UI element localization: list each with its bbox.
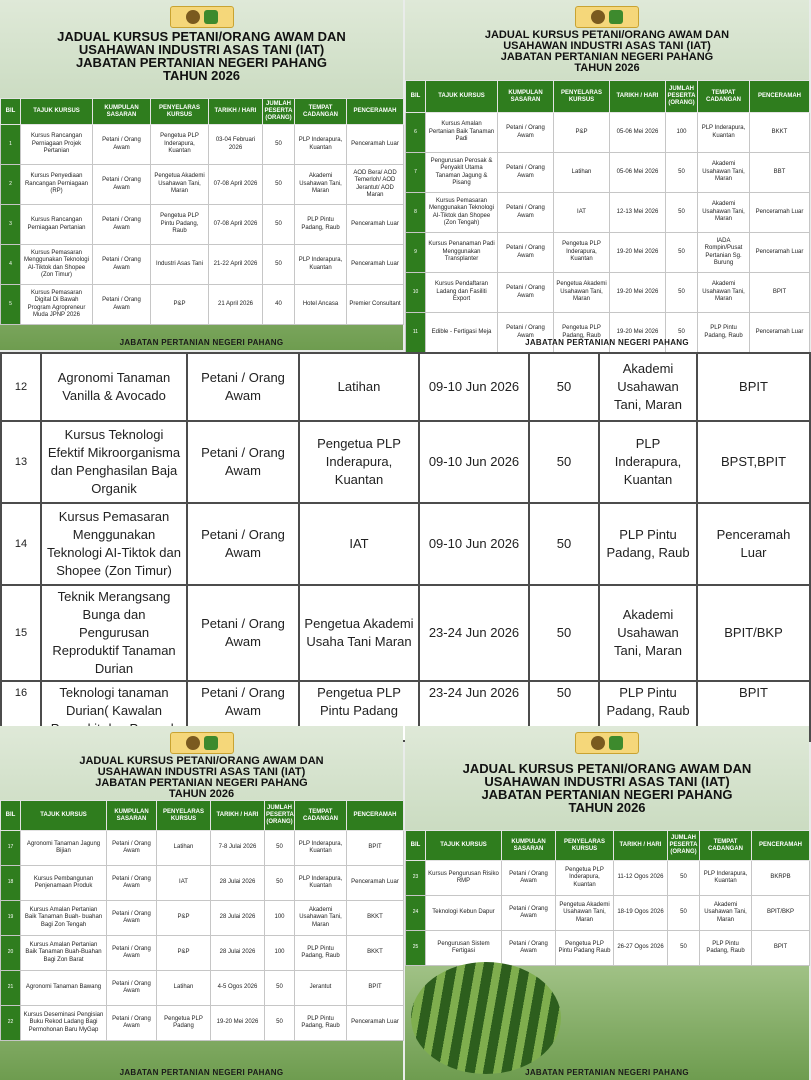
cell-date: 28 Julai 2026 bbox=[211, 901, 265, 936]
title-line-2: USAHAWAN INDUSTRI ASAS TANI (IAT) bbox=[484, 774, 730, 789]
cell-participants: 100 bbox=[265, 936, 295, 971]
cell-participants: 50 bbox=[263, 245, 295, 285]
cell-venue: PLP Pintu Padang, Raub bbox=[599, 681, 697, 741]
header-speaker: PENCERAMAH bbox=[750, 81, 810, 113]
schedule-table bbox=[405, 80, 810, 353]
cell-bil: 15 bbox=[1, 585, 41, 681]
cell-participants: 50 bbox=[529, 421, 599, 503]
header-participants: JUMLAH PESERTA (ORANG) bbox=[668, 831, 700, 861]
header-bil: BIL bbox=[1, 99, 21, 125]
cell-coordinator: Pengetua PLP Pintu Padang, Raub bbox=[151, 205, 209, 245]
cell-participants: 50 bbox=[263, 125, 295, 165]
cell-course-title: Pengurusan Perosak & Penyakit Utama Tanaman Jagung & Pisang bbox=[426, 153, 498, 193]
title-line-4: TAHUN 2026 bbox=[162, 68, 241, 83]
cell-venue: PLP Pintu Padang, Raub bbox=[698, 313, 750, 353]
cell-course-title: Kursus Deseminasi Pengisian Buku Rekod Ladang Bagi Permohonan Baru MyGap bbox=[21, 1006, 107, 1041]
cell-speaker: BPIT bbox=[347, 971, 404, 1006]
cell-participants: 50 bbox=[529, 585, 599, 681]
cell-speaker: Penceramah Luar bbox=[347, 1006, 404, 1041]
watermelon-image bbox=[411, 962, 561, 1074]
cell-date: 09-10 Jun 2026 bbox=[419, 421, 529, 503]
title-line-1: JADUAL KURSUS PETANI/ORANG AWAM DAN bbox=[57, 29, 346, 44]
header-coordinator: PENYELARAS KURSUS bbox=[556, 831, 614, 861]
header-date: TARIKH / HARI bbox=[211, 801, 265, 831]
cell-course-title: Kursus Penanaman Padi Menggunakan Transplanter bbox=[426, 233, 498, 273]
cell-target-group: Petani / Orang Awam bbox=[498, 113, 554, 153]
cell-coordinator: Latihan bbox=[299, 353, 419, 421]
cell-venue: Akademi Usahawan Tani, Maran bbox=[698, 193, 750, 233]
department-logo bbox=[170, 6, 234, 28]
cell-bil: 11 bbox=[406, 313, 426, 353]
cell-date: 09-10 Jun 2026 bbox=[419, 353, 529, 421]
title-line-3: JABATAN PERTANIAN NEGERI PAHANG bbox=[481, 787, 733, 802]
cell-date: 12-13 Mei 2026 bbox=[610, 193, 666, 233]
cell-participants: 50 bbox=[666, 273, 698, 313]
table-row bbox=[1, 936, 404, 971]
cell-bil: 10 bbox=[406, 273, 426, 313]
cell-target-group: Petani / Orang Awam bbox=[93, 285, 151, 325]
cell-bil: 13 bbox=[1, 421, 41, 503]
cell-participants: 50 bbox=[529, 503, 599, 585]
cell-date: 19-20 Mei 2026 bbox=[610, 313, 666, 353]
cell-venue: IADA Rompin/Pusat Pertanian Sg. Burung bbox=[698, 233, 750, 273]
cell-target-group: Petani / Orang Awam bbox=[187, 681, 299, 741]
cell-bil: 12 bbox=[1, 353, 41, 421]
cell-date: 19-20 Mei 2026 bbox=[211, 1006, 265, 1041]
cell-speaker: Premier Consultant bbox=[347, 285, 404, 325]
cell-course-title: Kursus Pemasaran Menggunakan Teknologi AI-Tiktok dan Shopee (Zon Timur) bbox=[41, 503, 187, 585]
title-line-2: USAHAWAN INDUSTRI ASAS TANI (IAT) bbox=[78, 42, 325, 57]
cell-course-title: Kursus Teknologi Efektif Mikroorganisma dan Penghasilan Baja Organik bbox=[41, 421, 187, 503]
header-speaker: PENCERAMAH bbox=[347, 99, 404, 125]
department-logo bbox=[575, 6, 639, 28]
panel-header bbox=[405, 726, 809, 814]
cell-date: 11-12 Ogos 2026 bbox=[614, 861, 668, 896]
cell-bil: 22 bbox=[1, 1006, 21, 1041]
header-course-title: TAJUK KURSUS bbox=[21, 801, 107, 831]
cell-speaker: Penceramah Luar bbox=[347, 205, 404, 245]
cell-participants: 50 bbox=[668, 931, 700, 966]
table-row bbox=[406, 153, 810, 193]
cell-coordinator: IAT bbox=[157, 866, 211, 901]
schedule-panel-4 bbox=[0, 726, 403, 1080]
table-row bbox=[1, 165, 404, 205]
header-venue: TEMPAT CADANGAN bbox=[295, 99, 347, 125]
title-line-1: JADUAL KURSUS PETANI/ORANG AWAM DAN bbox=[462, 761, 752, 776]
cell-coordinator: Pengetua PLP Pintu Padang Raub bbox=[556, 931, 614, 966]
cell-coordinator: IAT bbox=[299, 503, 419, 585]
panel-header bbox=[0, 726, 403, 800]
cell-date: 18-19 Ogos 2026 bbox=[614, 896, 668, 931]
header-course-title: TAJUK KURSUS bbox=[21, 99, 93, 125]
header-venue: TEMPAT CADANGAN bbox=[700, 831, 752, 861]
cell-speaker: BKKT bbox=[347, 936, 404, 971]
cell-speaker: BKKT bbox=[347, 901, 404, 936]
cell-speaker: Penceramah Luar bbox=[750, 313, 810, 353]
cell-venue: Akademi Usahawan Tani, Maran bbox=[599, 585, 697, 681]
title-line-3: JABATAN PERTANIAN NEGERI PAHANG bbox=[500, 51, 714, 63]
cell-date: 03-04 Februari 2026 bbox=[209, 125, 263, 165]
cell-venue: PLP Inderapura, Kuantan bbox=[698, 113, 750, 153]
cell-participants: 100 bbox=[666, 113, 698, 153]
header-target-group: KUMPULAN SASARAN bbox=[498, 81, 554, 113]
cell-participants: 50 bbox=[265, 831, 295, 866]
table-row bbox=[1, 585, 810, 681]
cell-course-title: Pengurusan Sistem Fertigasi bbox=[426, 931, 502, 966]
cell-bil: 14 bbox=[1, 503, 41, 585]
schedule-table-large bbox=[0, 352, 811, 742]
cell-speaker: Penceramah Luar bbox=[347, 866, 404, 901]
cell-bil: 7 bbox=[406, 153, 426, 193]
cell-target-group: Petani / Orang Awam bbox=[498, 233, 554, 273]
cell-participants: 50 bbox=[263, 165, 295, 205]
cell-bil: 21 bbox=[1, 971, 21, 1006]
cell-speaker: BPIT bbox=[697, 353, 810, 421]
cell-coordinator: Pengetua PLP Pintu Padang bbox=[299, 681, 419, 741]
cell-speaker: Penceramah Luar bbox=[750, 233, 810, 273]
department-logo bbox=[170, 732, 234, 754]
cell-venue: PLP Pintu Padang, Raub bbox=[599, 503, 697, 585]
cell-date: 07-08 April 2026 bbox=[209, 205, 263, 245]
cell-venue: Akademi Usahawan Tani, Maran bbox=[698, 153, 750, 193]
footer-text: JABATAN PERTANIAN NEGERI PAHANG bbox=[525, 1068, 689, 1077]
cell-participants: 50 bbox=[666, 313, 698, 353]
table-row bbox=[406, 233, 810, 273]
table-row bbox=[1, 421, 810, 503]
cell-coordinator: Pengetua PLP Padang, Raub bbox=[554, 313, 610, 353]
cell-coordinator: Pengetua PLP Padang bbox=[157, 1006, 211, 1041]
cell-bil: 6 bbox=[406, 113, 426, 153]
cell-participants: 50 bbox=[668, 896, 700, 931]
header-participants: JUMLAH PESERTA (ORANG) bbox=[265, 801, 295, 831]
header-course-title: TAJUK KURSUS bbox=[426, 831, 502, 861]
cell-target-group: Petani / Orang Awam bbox=[498, 313, 554, 353]
cell-bil: 5 bbox=[1, 285, 21, 325]
cell-participants: 50 bbox=[263, 205, 295, 245]
cell-coordinator: Pengetua Akademi Usaha Tani Maran bbox=[299, 585, 419, 681]
panel-header bbox=[405, 0, 809, 74]
cell-bil: 20 bbox=[1, 936, 21, 971]
header-speaker: PENCERAMAH bbox=[752, 831, 810, 861]
cell-course-title: Teknologi tanaman Durian( Kawalan bbox=[41, 681, 187, 741]
cell-date: 26-27 Ogos 2026 bbox=[614, 931, 668, 966]
header-target-group: KUMPULAN SASARAN bbox=[93, 99, 151, 125]
cell-bil: 17 bbox=[1, 831, 21, 866]
cell-speaker: BPST,BPIT bbox=[697, 421, 810, 503]
cell-course-title: Kursus Penyediaan Rancangan Perniagaan (RP) bbox=[21, 165, 93, 205]
header-participants: JUMLAH PESERTA (ORANG) bbox=[666, 81, 698, 113]
cell-target-group: Petani / Orang Awam bbox=[187, 503, 299, 585]
cell-target-group: Petani / Orang Awam bbox=[187, 421, 299, 503]
cell-speaker: BPIT bbox=[347, 831, 404, 866]
title-line-2: USAHAWAN INDUSTRI ASAS TANI (IAT) bbox=[97, 766, 306, 778]
cell-date: 7-8 Julai 2026 bbox=[211, 831, 265, 866]
table-row bbox=[1, 831, 404, 866]
cell-speaker: BKRPB bbox=[752, 861, 810, 896]
cell-bil: 3 bbox=[1, 205, 21, 245]
cell-participants: 50 bbox=[265, 971, 295, 1006]
cell-course-title: Agronomi Tanaman Bawang bbox=[21, 971, 107, 1006]
department-logo bbox=[575, 732, 639, 754]
cell-speaker: BPIT bbox=[697, 681, 810, 741]
cell-speaker: BPIT bbox=[750, 273, 810, 313]
table-row bbox=[406, 113, 810, 153]
cell-course-title: Kursus Pengurusan Risiko RMP bbox=[426, 861, 502, 896]
cell-speaker: Penceramah Luar bbox=[697, 503, 810, 585]
cell-venue: PLP Inderapura, Kuantan bbox=[599, 421, 697, 503]
header-bil: BIL bbox=[1, 801, 21, 831]
cell-speaker: BPIT bbox=[752, 931, 810, 966]
cell-course-title: Kursus Amalan Pertanian Baik Tanaman Padi bbox=[426, 113, 498, 153]
cell-target-group: Petani / Orang Awam bbox=[498, 193, 554, 233]
cell-course-title: Kursus Pemasaran Digital Di Bawah Program Agropreneur Muda JPNP 2026 bbox=[21, 285, 93, 325]
cell-course-title: Agronomi Tanaman Vanilla & Avocado bbox=[41, 353, 187, 421]
cell-venue: Akademi Usahawan Tani, Maran bbox=[698, 273, 750, 313]
table-header-row bbox=[1, 99, 404, 125]
cell-coordinator: Latihan bbox=[157, 831, 211, 866]
cell-date: 19-20 Mei 2026 bbox=[610, 233, 666, 273]
schedule-panel-2 bbox=[405, 0, 809, 350]
cell-venue: PLP Pintu Padang, Raub bbox=[295, 1006, 347, 1041]
cell-bil: 25 bbox=[406, 931, 426, 966]
cell-venue: Akademi Usahawan Tani, Maran bbox=[295, 165, 347, 205]
cell-course-title: Teknologi Kebun Dapur bbox=[426, 896, 502, 931]
cell-date: 28 Julai 2026 bbox=[211, 936, 265, 971]
footer-text: JABATAN PERTANIAN NEGERI PAHANG bbox=[525, 338, 689, 347]
cell-date: 21 April 2026 bbox=[209, 285, 263, 325]
cell-target-group: Petani / Orang Awam bbox=[93, 125, 151, 165]
table-row bbox=[1, 1006, 404, 1041]
schedule-panel-1 bbox=[0, 0, 403, 350]
cell-course-title: Kursus Pemasaran Menggunakan Teknologi AI-Tiktok dan Shopee (Zon Timur) bbox=[21, 245, 93, 285]
cell-target-group: Petani / Orang Awam bbox=[93, 165, 151, 205]
cell-date: 05-06 Mei 2026 bbox=[610, 153, 666, 193]
cell-venue: Hotel Ancasa bbox=[295, 285, 347, 325]
cell-target-group: Petani / Orang Awam bbox=[187, 353, 299, 421]
header-target-group: KUMPULAN SASARAN bbox=[502, 831, 556, 861]
header-coordinator: PENYELARAS KURSUS bbox=[554, 81, 610, 113]
cell-venue: Akademi Usahawan Tani, Maran bbox=[700, 896, 752, 931]
cell-participants: 40 bbox=[263, 285, 295, 325]
cell-coordinator: P&P bbox=[554, 113, 610, 153]
cell-venue: PLP Inderapura, Kuantan bbox=[295, 125, 347, 165]
cell-venue: PLP Inderapura, Kuantan bbox=[700, 861, 752, 896]
cell-date: 4-5 Ogos 2026 bbox=[211, 971, 265, 1006]
schedule-table bbox=[0, 800, 404, 1041]
table-row bbox=[1, 125, 404, 165]
footer-text: JABATAN PERTANIAN NEGERI PAHANG bbox=[119, 338, 284, 347]
cell-course-title: Kursus Amalan Pertanian Baik Tanaman Buah-Buahan Bagi Zon Barat bbox=[21, 936, 107, 971]
cell-speaker: AOD Bera/ AOD Temerloh/ AOD Jerantut/ AOD Maran bbox=[347, 165, 404, 205]
cell-course-title: Agronomi Tanaman Jagung Bijian bbox=[21, 831, 107, 866]
cell-target-group: Petani / Orang Awam bbox=[107, 901, 157, 936]
cell-venue: Akademi Usahawan Tani, Maran bbox=[295, 901, 347, 936]
cell-coordinator: Latihan bbox=[157, 971, 211, 1006]
cell-coordinator: Latihan bbox=[554, 153, 610, 193]
cell-venue: PLP Inderapura, Kuantan bbox=[295, 866, 347, 901]
cell-date: 05-06 Mei 2026 bbox=[610, 113, 666, 153]
cell-course-title: Teknik Merangsang Bunga dan Pengurusan Reproduktif Tanaman Durian bbox=[41, 585, 187, 681]
cell-participants: 50 bbox=[666, 193, 698, 233]
cell-date: 23-24 Jun 2026 bbox=[419, 585, 529, 681]
cell-date: 19-20 Mei 2026 bbox=[610, 273, 666, 313]
cell-target-group: Petani / Orang Awam bbox=[502, 861, 556, 896]
cell-bil: 8 bbox=[406, 193, 426, 233]
header-date: TARIKH / HARI bbox=[610, 81, 666, 113]
cell-bil: 19 bbox=[1, 901, 21, 936]
schedule-panel-3 bbox=[0, 352, 809, 724]
cell-target-group: Petani / Orang Awam bbox=[93, 245, 151, 285]
cell-target-group: Petani / Orang Awam bbox=[498, 273, 554, 313]
table-row bbox=[1, 971, 404, 1006]
header-bil: BIL bbox=[406, 81, 426, 113]
cell-target-group: Petani / Orang Awam bbox=[107, 971, 157, 1006]
footer-text: JABATAN PERTANIAN NEGERI PAHANG bbox=[119, 1068, 284, 1077]
cell-speaker: BPIT/BKP bbox=[752, 896, 810, 931]
cell-venue: PLP Pintu Padang, Raub bbox=[700, 931, 752, 966]
cell-coordinator: Industri Asas Tani bbox=[151, 245, 209, 285]
cell-participants: 50 bbox=[265, 1006, 295, 1041]
header-venue: TEMPAT CADANGAN bbox=[698, 81, 750, 113]
cell-bil: 1 bbox=[1, 125, 21, 165]
cell-participants: 50 bbox=[265, 866, 295, 901]
cell-coordinator: Pengetua Akademi Usahawan Tani, Maran bbox=[554, 273, 610, 313]
schedule-table bbox=[405, 830, 810, 966]
cell-participants: 50 bbox=[529, 353, 599, 421]
cell-coordinator: Pengetua PLP Inderapura, Kuantan bbox=[299, 421, 419, 503]
table-row bbox=[1, 285, 404, 325]
cell-participants: 50 bbox=[666, 153, 698, 193]
cell-coordinator: Pengetua PLP Inderapura, Kuantan bbox=[151, 125, 209, 165]
schedule-table bbox=[0, 98, 404, 325]
cell-course-title: Kursus Amalan Pertanian Baik Tanaman Buah- buahan Bagi Zon Tengah bbox=[21, 901, 107, 936]
cell-bil: 9 bbox=[406, 233, 426, 273]
cell-date: 09-10 Jun 2026 bbox=[419, 503, 529, 585]
header-participants: JUMLAH PESERTA (ORANG) bbox=[263, 99, 295, 125]
cell-course-title: Kursus Pembangunan Penjenamaan Produk bbox=[21, 866, 107, 901]
cell-bil: 24 bbox=[406, 896, 426, 931]
header-date: TARIKH / HARI bbox=[209, 99, 263, 125]
cell-target-group: Petani / Orang Awam bbox=[107, 1006, 157, 1041]
cell-date: 28 Julai 2026 bbox=[211, 866, 265, 901]
cell-target-group: Petani / Orang Awam bbox=[107, 936, 157, 971]
title-line-3: JABATAN PERTANIAN NEGERI PAHANG bbox=[95, 777, 308, 789]
cell-bil: 18 bbox=[1, 866, 21, 901]
header-target-group: KUMPULAN SASARAN bbox=[107, 801, 157, 831]
cell-bil: 16 bbox=[1, 681, 41, 741]
table-row bbox=[1, 245, 404, 285]
cell-coordinator: Pengetua Akademi Usahawan Tani, Maran bbox=[556, 896, 614, 931]
title-line-2: USAHAWAN INDUSTRI ASAS TANI (IAT) bbox=[503, 40, 711, 52]
cell-coordinator: P&P bbox=[151, 285, 209, 325]
cell-venue: Jerantut bbox=[295, 971, 347, 1006]
table-row bbox=[406, 193, 810, 233]
cell-bil: 2 bbox=[1, 165, 21, 205]
cell-target-group: Petani / Orang Awam bbox=[502, 931, 556, 966]
title-line-4: TAHUN 2026 bbox=[574, 62, 640, 74]
cell-date: 23-24 Jun 2026 bbox=[419, 681, 529, 741]
table-row bbox=[1, 901, 404, 936]
cell-speaker: BBT bbox=[750, 153, 810, 193]
cell-venue: Akademi Usahawan Tani, Maran bbox=[599, 353, 697, 421]
cell-course-title: Kursus Pendaftaran Ladang dan Fasiliti Export bbox=[426, 273, 498, 313]
cell-coordinator: Pengetua PLP Inderapura, Kuantan bbox=[556, 861, 614, 896]
header-bil: BIL bbox=[406, 831, 426, 861]
header-course-title: TAJUK KURSUS bbox=[426, 81, 498, 113]
header-coordinator: PENYELARAS KURSUS bbox=[151, 99, 209, 125]
cell-venue: PLP Pintu Padang, Raub bbox=[295, 936, 347, 971]
cell-target-group: Petani / Orang Awam bbox=[93, 205, 151, 245]
cell-speaker: BPIT/BKP bbox=[697, 585, 810, 681]
cell-speaker: BKKT bbox=[750, 113, 810, 153]
table-row bbox=[406, 861, 810, 896]
cell-coordinator: Pengetua PLP Inderapura, Kuantan bbox=[554, 233, 610, 273]
panel-header bbox=[0, 0, 403, 82]
title-line-4: TAHUN 2026 bbox=[168, 788, 235, 800]
header-venue: TEMPAT CADANGAN bbox=[295, 801, 347, 831]
title-line-1: JADUAL KURSUS PETANI/ORANG AWAM DAN bbox=[79, 755, 324, 767]
table-header-row bbox=[406, 81, 810, 113]
cell-venue: PLP Inderapura, Kuantan bbox=[295, 831, 347, 866]
table-row bbox=[1, 353, 810, 421]
cell-course-title: Kursus Pemasaran Menggunakan Teknologi AI-Tiktok dan Shopee (Zon Tengah) bbox=[426, 193, 498, 233]
table-header-row bbox=[1, 801, 404, 831]
header-coordinator: PENYELARAS KURSUS bbox=[157, 801, 211, 831]
header-speaker: PENCERAMAH bbox=[347, 801, 404, 831]
cell-participants: 50 bbox=[668, 861, 700, 896]
cell-coordinator: Pengetua Akademi Usahawan Tani, Maran bbox=[151, 165, 209, 205]
cell-target-group: Petani / Orang Awam bbox=[107, 831, 157, 866]
cell-bil: 23 bbox=[406, 861, 426, 896]
table-row bbox=[1, 503, 810, 585]
cell-coordinator: IAT bbox=[554, 193, 610, 233]
cell-bil: 4 bbox=[1, 245, 21, 285]
cell-speaker: Penceramah Luar bbox=[347, 245, 404, 285]
title-line-4: TAHUN 2026 bbox=[568, 800, 646, 815]
cell-target-group: Petani / Orang Awam bbox=[187, 585, 299, 681]
table-header-row bbox=[406, 831, 810, 861]
cell-venue: PLP Inderapura, Kuantan bbox=[295, 245, 347, 285]
cell-participants: 100 bbox=[265, 901, 295, 936]
cell-venue: PLP Pintu Padang, Raub bbox=[295, 205, 347, 245]
table-row bbox=[406, 273, 810, 313]
schedule-panel-5 bbox=[405, 726, 809, 1080]
cell-coordinator: P&P bbox=[157, 901, 211, 936]
cell-speaker: Penceramah Luar bbox=[347, 125, 404, 165]
cell-speaker: Penceramah Luar bbox=[750, 193, 810, 233]
header-date: TARIKH / HARI bbox=[614, 831, 668, 861]
title-line-3: JABATAN PERTANIAN NEGERI PAHANG bbox=[75, 55, 328, 70]
cell-course-title: Kursus Rancangan Perniagaan Pertanian bbox=[21, 205, 93, 245]
cell-course-title: Kursus Rancangan Perniagaan Projek Pertanian bbox=[21, 125, 93, 165]
cell-target-group: Petani / Orang Awam bbox=[498, 153, 554, 193]
cell-target-group: Petani / Orang Awam bbox=[107, 866, 157, 901]
cell-coordinator: P&P bbox=[157, 936, 211, 971]
table-row bbox=[406, 931, 810, 966]
cell-participants: 50 bbox=[666, 233, 698, 273]
table-row bbox=[1, 205, 404, 245]
table-row bbox=[406, 896, 810, 931]
cell-date: 07-08 April 2026 bbox=[209, 165, 263, 205]
cell-date: 21-22 April 2026 bbox=[209, 245, 263, 285]
cell-target-group: Petani / Orang Awam bbox=[502, 896, 556, 931]
title-line-1: JADUAL KURSUS PETANI/ORANG AWAM DAN bbox=[484, 29, 730, 41]
cell-course-title: Edible - Fertigasi Meja bbox=[426, 313, 498, 353]
table-row bbox=[1, 866, 404, 901]
cell-participants: 50 bbox=[529, 681, 599, 741]
